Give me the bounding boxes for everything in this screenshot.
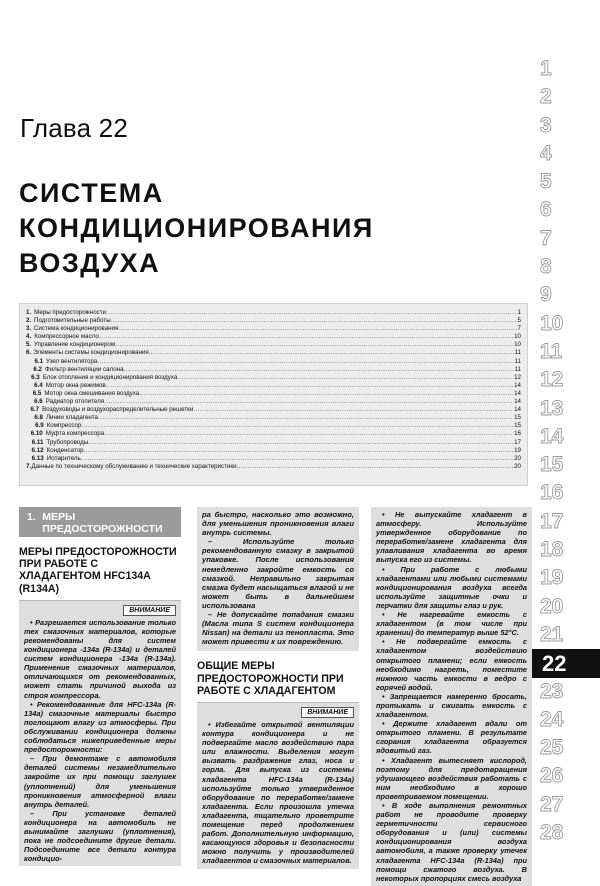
chapter-tab[interactable] xyxy=(534,678,600,706)
toc-entry[interactable] xyxy=(26,463,521,471)
tab-number: 4 xyxy=(540,141,552,165)
tab-marker xyxy=(578,83,600,111)
toc-entry[interactable] xyxy=(26,390,521,398)
chapter-tab[interactable] xyxy=(534,819,600,847)
warning-box-continued xyxy=(197,507,359,651)
tab-marker xyxy=(578,791,600,819)
tab-marker xyxy=(578,366,600,394)
chapter-tab[interactable] xyxy=(534,762,600,790)
toc-title: Конденсатор xyxy=(46,446,84,454)
tab-marker xyxy=(578,338,600,366)
chapter-tab[interactable] xyxy=(534,310,600,338)
tab-number: 2 xyxy=(540,85,552,109)
title-line: КОНДИЦИОНИРОВАНИЯ xyxy=(19,213,374,243)
tab-number: 22 xyxy=(542,651,567,677)
toc-entry[interactable] xyxy=(26,398,521,406)
warning-box-continued xyxy=(371,507,532,886)
tab-number: 16 xyxy=(540,481,564,505)
chapter-tab[interactable] xyxy=(534,112,600,140)
chapter-tab[interactable] xyxy=(534,479,600,507)
toc-title: Испаритель xyxy=(46,454,81,462)
toc-page: 17 xyxy=(514,438,521,446)
toc-number: 6.13 xyxy=(31,454,44,462)
toc-number: 4. xyxy=(26,333,32,341)
toc-leader xyxy=(237,463,514,471)
paragraph: • Держите хладагент вдали от открытого пламени. В результате сгорания хладагента образуется ядовитый газ. xyxy=(376,719,527,756)
tab-number: 10 xyxy=(540,311,564,335)
tab-number: 18 xyxy=(540,538,564,562)
toc-page: 14 xyxy=(514,398,521,406)
tab-number: 15 xyxy=(540,453,564,477)
paragraph: • Хладагент вытесняет кислород, поэтому для предотвращения удушающего воздействия работать с ним необходимо в хорошо проветриваемом помещении. xyxy=(376,755,527,801)
chapter-tab[interactable] xyxy=(534,366,600,394)
tab-marker xyxy=(578,593,600,621)
toc-entry[interactable] xyxy=(26,374,521,382)
toc-title: Блок отопления и кондиционирования воздуха xyxy=(42,373,178,381)
toc-page: 15 xyxy=(514,414,521,422)
toc-number: 6. xyxy=(26,349,32,357)
toc-entry[interactable] xyxy=(26,309,521,317)
toc-page: 20 xyxy=(514,454,521,462)
tab-marker xyxy=(578,168,600,196)
chapter-tab[interactable] xyxy=(534,734,600,762)
toc-leader xyxy=(193,406,513,414)
tab-marker xyxy=(578,706,600,734)
toc-number: 2. xyxy=(26,317,32,325)
toc-leader xyxy=(139,390,513,398)
column-2 xyxy=(197,507,359,869)
toc-leader xyxy=(149,349,514,357)
chapter-label: Глава 22 xyxy=(20,113,128,143)
toc-entry[interactable] xyxy=(26,430,521,438)
tab-number: 14 xyxy=(540,424,564,448)
toc-leader xyxy=(81,422,513,430)
tab-number: 11 xyxy=(540,339,563,363)
toc-entry[interactable] xyxy=(26,447,521,455)
toc-number: 6.8 xyxy=(34,414,43,422)
toc-leader xyxy=(104,398,513,406)
chapter-tab[interactable] xyxy=(534,140,600,168)
tab-number: 6 xyxy=(540,198,552,222)
tab-number: 24 xyxy=(540,707,564,731)
toc-number: 5. xyxy=(26,341,32,349)
toc-page: 14 xyxy=(514,406,521,414)
toc-title: Данные по техническому обслуживанию и технические характеристики xyxy=(31,462,237,470)
tab-marker xyxy=(578,762,600,790)
toc-page: 12 xyxy=(514,373,521,381)
tab-marker xyxy=(578,140,600,168)
chapter-tab[interactable] xyxy=(534,83,600,111)
tab-number: 1 xyxy=(540,57,552,80)
tab-number: 12 xyxy=(540,368,564,392)
toc-page: 1 xyxy=(517,309,521,316)
chapter-tab[interactable] xyxy=(534,536,600,564)
toc-leader xyxy=(88,439,513,447)
toc-leader xyxy=(115,341,513,349)
tab-marker xyxy=(578,734,600,762)
chapter-tab[interactable] xyxy=(534,451,600,479)
toc-entry[interactable] xyxy=(26,366,521,374)
paragraph: ра быстро, насколько это возможно, для уменьшения проникновения влаги внутрь системы. xyxy=(202,510,354,538)
tab-marker xyxy=(578,479,600,507)
column-3 xyxy=(371,507,532,886)
toc-entry[interactable] xyxy=(26,414,521,422)
toc-page: 16 xyxy=(514,430,521,438)
tab-number: 27 xyxy=(540,792,564,816)
toc-leader xyxy=(106,309,517,317)
tab-marker xyxy=(578,225,600,253)
subsection-heading: МЕРЫ ПРЕДОСТОРОЖНОСТИ ПРИ РАБОТЕ С ХЛАДАГЕНТОМ HFC134A (R134A) xyxy=(19,546,177,595)
chapter-tab[interactable] xyxy=(534,791,600,819)
toc-page: 7 xyxy=(517,325,521,333)
toc-leader xyxy=(97,358,513,366)
title-line: ВОЗДУХА xyxy=(19,248,161,278)
toc-leader xyxy=(81,455,513,463)
toc-title: Трубопроводы xyxy=(46,438,89,446)
paragraph: • Запрещается намеренно бросать, протыкать и сжигать емкость с хладагентом. xyxy=(376,691,527,720)
toc-page: 11 xyxy=(514,365,521,373)
toc-leader xyxy=(118,325,516,333)
tab-number: 7 xyxy=(540,226,552,250)
toc-number: 6.1 xyxy=(34,357,44,365)
chapter-tab[interactable] xyxy=(534,649,600,677)
toc-title: Фильтр вентиляции салона xyxy=(44,365,124,373)
toc-leader xyxy=(84,447,514,455)
toc-entry[interactable] xyxy=(26,349,521,357)
tab-marker xyxy=(578,395,600,423)
paragraph: • При работе с любыми хладагентами или любыми системами кондиционирования воздуха всегда используйте защитные очки и перчатки для защиты глаз и рук. xyxy=(376,564,527,610)
section-title: МЕРЫ ПРЕДОСТОРОЖНОСТИ xyxy=(42,511,163,535)
tab-marker xyxy=(578,310,600,338)
chapter-tab[interactable] xyxy=(534,593,600,621)
toc-title: Система кондиционирования xyxy=(33,325,119,333)
tab-marker xyxy=(578,423,600,451)
chapter-tabs xyxy=(534,55,600,847)
toc-page: 5 xyxy=(517,317,521,325)
toc-page: 11 xyxy=(514,357,521,365)
toc-leader xyxy=(98,414,513,422)
toc-title: Меры предосторожности xyxy=(34,309,107,316)
tab-marker xyxy=(578,536,600,564)
warning-box xyxy=(19,600,181,867)
attention-badge: ВНИМАНИЕ xyxy=(202,707,354,718)
tab-marker xyxy=(578,281,600,309)
chapter-tab[interactable] xyxy=(534,706,600,734)
chapter-tab[interactable] xyxy=(534,253,600,281)
toc-leader xyxy=(177,374,513,382)
toc-number: 6.11 xyxy=(31,438,44,446)
section-header xyxy=(19,507,181,537)
toc-number: 6.12 xyxy=(31,446,44,454)
chapter-tab[interactable] xyxy=(534,395,600,423)
toc-number: 6.7 xyxy=(30,406,40,414)
tab-number: 21 xyxy=(540,622,564,646)
tab-marker xyxy=(578,112,600,140)
column-1 xyxy=(19,507,181,866)
tab-number: 26 xyxy=(540,764,564,788)
paragraph: • Разрешается использование только тех смазочных материалов, которые рекомендованы для систем кондиционера -134а (R-134a) и деталей систем кондиционера -134а (R-134a). Применение смазочных материалов, отличающихся от рекомендованных, может стать причиной выхода из строя компрессора. xyxy=(24,617,176,700)
paragraph: – При демонтаже с автомобиля деталей системы незамедлительно закройте их при помощи заглушек (уплотнений) для уменьшения проникновения атмосферной влаги внутрь деталей. xyxy=(24,754,176,809)
toc-number: 6.5 xyxy=(32,389,42,397)
tab-number: 13 xyxy=(540,396,564,420)
chapter-tab[interactable] xyxy=(534,423,600,451)
chapter-tab[interactable] xyxy=(534,621,600,649)
tab-number: 28 xyxy=(540,821,564,845)
toc-number: 1. xyxy=(26,309,32,316)
toc-page: 10 xyxy=(514,341,521,349)
chapter-tab[interactable] xyxy=(534,338,600,366)
toc-page: 20 xyxy=(514,462,521,470)
toc-number: 6.4 xyxy=(34,381,43,389)
toc-title: Мотор окна смешивания воздуха xyxy=(44,389,140,397)
toc-leader xyxy=(104,430,513,438)
toc-page: 11 xyxy=(514,349,521,357)
tab-number: 5 xyxy=(540,170,552,194)
title-line: СИСТЕМА xyxy=(19,178,164,208)
toc-entry[interactable] xyxy=(26,341,521,349)
toc-title: Узел вентилятора xyxy=(46,357,98,365)
tab-number: 25 xyxy=(540,736,564,760)
toc-number: 6.10 xyxy=(30,430,43,438)
paragraph: • Не нагревайте емкость с хладагентом (в том числе при хранении) до температур выше 52°С. xyxy=(376,610,527,638)
chapter-tab[interactable] xyxy=(534,168,600,196)
attention-badge: ВНИМАНИЕ xyxy=(24,605,176,616)
section-number: 1. xyxy=(27,511,36,523)
toc-number: 6.2 xyxy=(33,365,42,373)
toc-entry[interactable] xyxy=(26,422,521,430)
tab-marker xyxy=(578,564,600,592)
toc-page: 10 xyxy=(514,333,521,341)
toc-leader xyxy=(111,317,517,325)
chapter-tab[interactable] xyxy=(534,55,600,83)
toc-entry[interactable] xyxy=(26,317,521,325)
toc-entry[interactable] xyxy=(26,325,521,333)
paragraph: • Не подвергайте емкость с хладагентом воздействию открытого пламени; если емкость необходимо нагреть, поместите нижнюю часть емкости в ведро с горячей водой. xyxy=(376,637,527,692)
toc-entry[interactable] xyxy=(26,382,521,390)
toc-entry[interactable] xyxy=(26,439,521,447)
toc-page: 19 xyxy=(514,446,521,454)
subsection-heading: ОБЩИЕ МЕРЫ ПРЕДОСТОРОЖНОСТИ ПРИ РАБОТЕ С ХЛАДАГЕНТОМ xyxy=(197,660,344,697)
tab-marker xyxy=(578,819,600,847)
paragraph: • Не выпускайте хладагент в атмосферу. Используйте утвержденное оборудование по переработке/замене хладагента для улавливания хладагента во время выпуска его из системы. xyxy=(376,510,527,565)
toc-number: 6.3 xyxy=(31,373,40,381)
chapter-tab[interactable] xyxy=(534,196,600,224)
tab-marker xyxy=(578,253,600,281)
chapter-tab[interactable] xyxy=(534,564,600,592)
tab-number: 19 xyxy=(540,566,564,590)
chapter-tab[interactable] xyxy=(534,225,600,253)
toc-title: Компрессор xyxy=(46,422,82,430)
toc-page: 15 xyxy=(514,422,521,430)
tab-number: 20 xyxy=(540,594,564,618)
tab-number: 8 xyxy=(540,255,552,279)
tab-marker xyxy=(578,55,600,83)
toc-number: 6.6 xyxy=(34,398,43,406)
paragraph: – Не допускайте попадания смазки (Масла типа S систем кондиционера Nissan) на детали из пенопласта. Это может привести к их повреждению. xyxy=(202,610,354,647)
page-title xyxy=(19,176,374,281)
toc-title: Управление кондиционером xyxy=(33,341,116,349)
paragraph: – При установке деталей кондиционера на автомобиль не вынимайте заглушки (уплотнения), пока не подсоедините другие детали. Подсоедините все детали контура кондицио- xyxy=(24,808,176,864)
toc-page: 14 xyxy=(514,389,521,397)
paragraph: • В ходе выполнения ремонтных работ не проводите проверку герметичности сервисного оборудования и (или) системы кондиционирования воздуха автомобиля, а также проверку утечек хладагента HFC-134a (R-134a) при помощи сжатого воздуха. В некоторых пропорциях смесь воздуха xyxy=(376,801,527,883)
table-of-contents xyxy=(19,303,528,486)
toc-page: 14 xyxy=(514,381,521,389)
toc-number: 7. xyxy=(26,462,32,470)
toc-leader xyxy=(124,366,514,374)
toc-entry[interactable] xyxy=(26,333,521,341)
toc-leader xyxy=(106,382,513,390)
toc-title: Воздуховоды и воздухораспределительные решетки xyxy=(42,406,194,414)
paragraph: • Избегайте открытой вентиляции контура кондиционера и не подвергайте масло воздействию пара или влажности. Выделения могут вызвать раздражение глаз, носа и горла. Для выпуска из системы хладагента HFC-134a (R-134a) используйте только утвержденное оборудование по переработке/замене хладагента. Если произошла утечка хладагента, тщательно проветрите помещение перед продолжением работ. Дополнительную информацию, касающуюся здоровья и безопасности можно получить у производителей хладагентов и смазочных материалов. xyxy=(202,720,354,866)
tab-number: 23 xyxy=(540,679,564,703)
toc-title: Элементы системы кондиционирования xyxy=(33,349,149,357)
toc-entry[interactable] xyxy=(26,406,521,414)
paragraph: • Рекомендованные для HFC-134a (R-134a) смазочные материалы быстро поглощают влагу из атмосферы. При обслуживании кондиционера должны соблюдаться нижеприведенные меры предосторожности: xyxy=(24,699,176,755)
toc-number: 6.9 xyxy=(35,422,44,430)
chapter-tab[interactable] xyxy=(534,281,600,309)
toc-title: Подготовительные работы xyxy=(34,317,111,325)
toc-title: Компрессорное масло xyxy=(34,333,99,341)
tab-marker xyxy=(578,508,600,536)
tab-number: 9 xyxy=(540,283,552,307)
paragraph: – Используйте только рекомендованную смазку в закрытой упаковке. После использования немедленно закройте емкость со смазкой. Неправильно закрытая смазка будет насыщаться влагой и не может быть в дальнейшем использована xyxy=(202,537,354,610)
toc-leader xyxy=(99,333,513,341)
tab-number: 3 xyxy=(540,113,552,137)
toc-title: Радиатор отопителя xyxy=(45,398,105,406)
tab-marker xyxy=(578,196,600,224)
tab-marker xyxy=(578,621,600,649)
chapter-tab[interactable] xyxy=(534,508,600,536)
warning-box xyxy=(197,702,359,869)
toc-title: Муфта компрессора xyxy=(45,430,105,438)
toc-entry[interactable] xyxy=(26,455,521,463)
toc-title: Мотор окна режимов xyxy=(45,381,106,389)
tab-number: 17 xyxy=(540,509,564,533)
toc-entry[interactable] xyxy=(26,358,521,366)
toc-title: Линии хладагента xyxy=(46,414,98,422)
toc-number: 3. xyxy=(26,325,32,333)
tab-marker xyxy=(578,451,600,479)
tab-marker xyxy=(578,678,600,706)
